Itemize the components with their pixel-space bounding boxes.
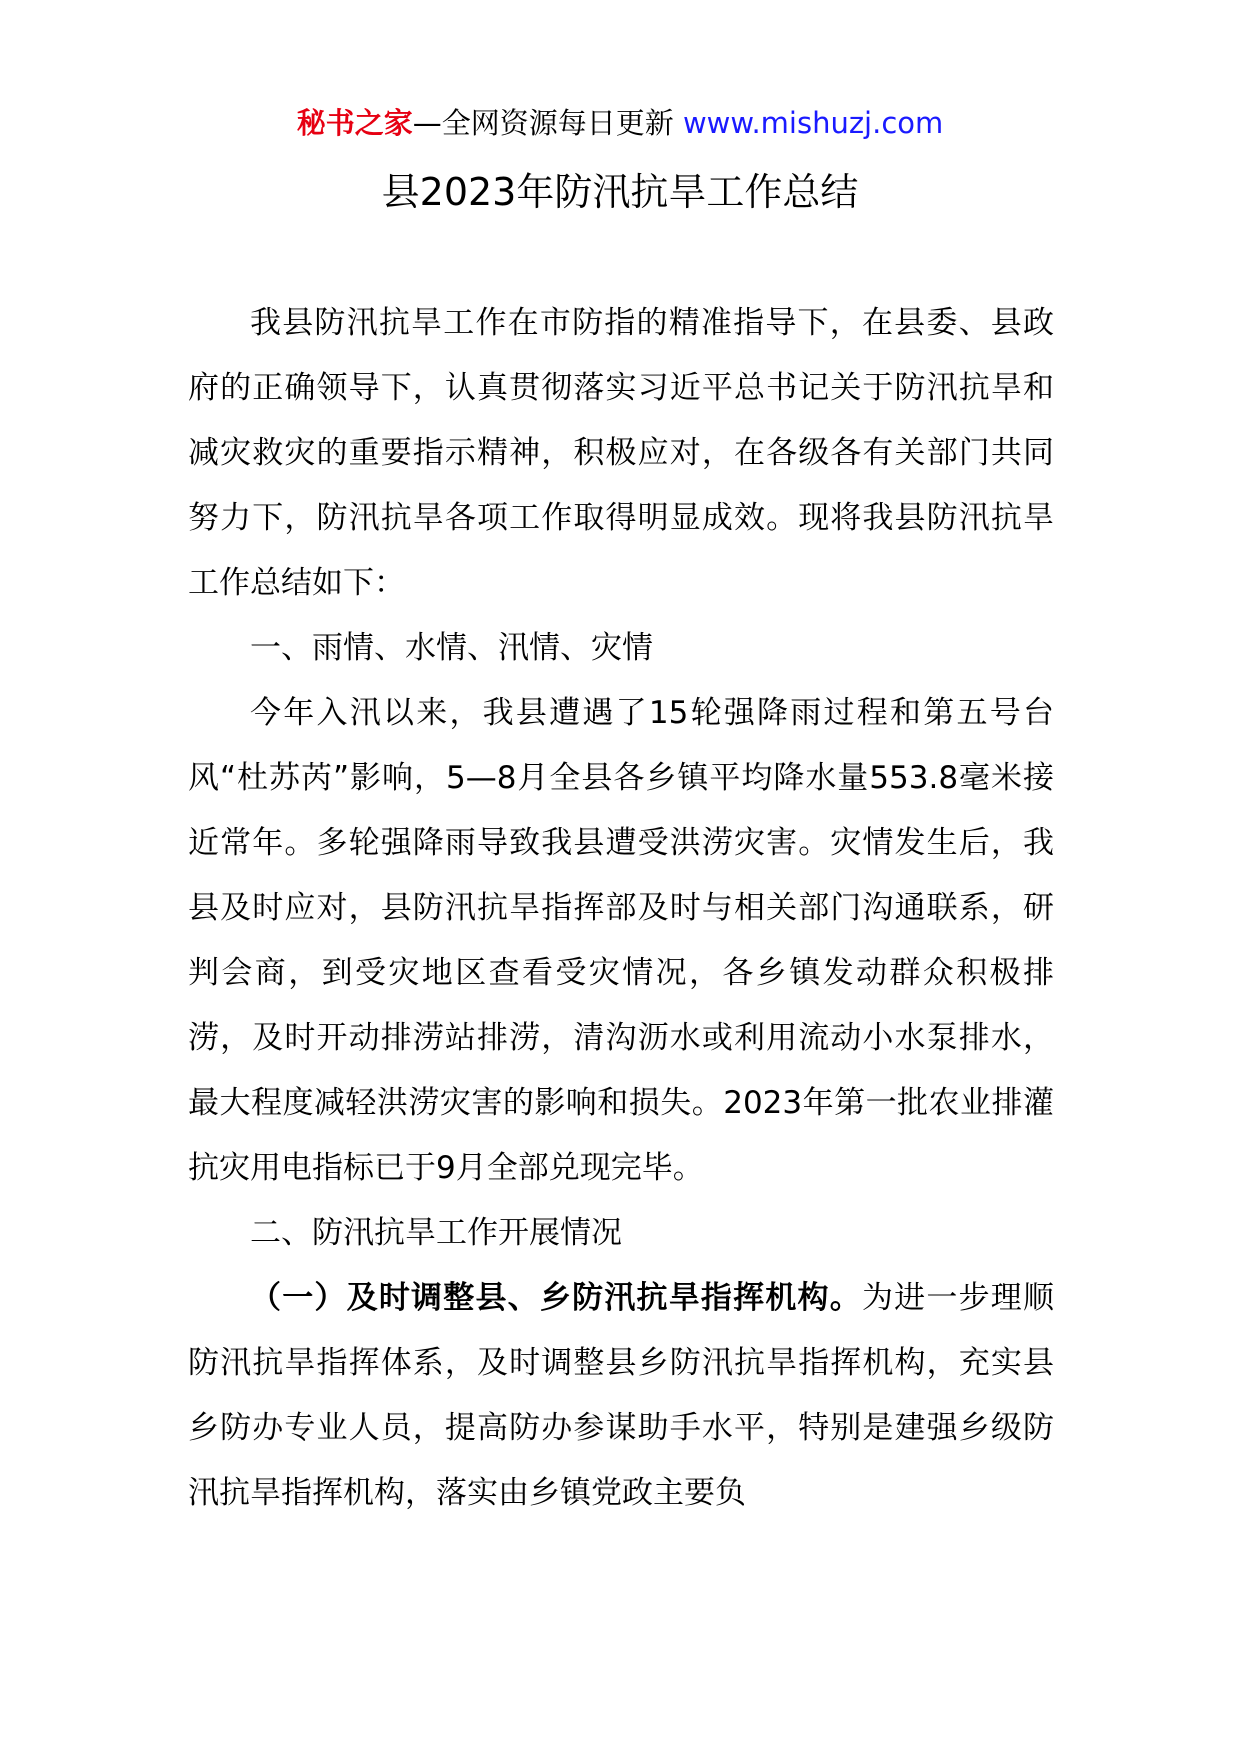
site-header (0, 103, 1240, 143)
subsection-heading-1: （一）及时调整县、乡防汛抗旱指挥机构。 (250, 1280, 862, 1316)
section-heading-2: 二、防汛抗旱工作开展情况 (250, 1215, 622, 1251)
brand-name: 秘书之家 (296, 106, 413, 140)
site-url-link[interactable]: www.mishuzj.com (682, 106, 944, 140)
section-heading-1: 一、雨情、水情、汛情、灾情 (250, 630, 653, 666)
paragraph-rain-situation: 今年入汛以来，我县遭遇了15轮强降雨过程和第五号台风“杜苏芮”影响，5—8月全县各乡镇平均降水量553.8毫米接近常年。多轮强降雨导致我县遭受洪涝灾害。灾情发生后，我县及时应对，县防汛抗旱指挥部及时与相关部门沟通联系，研判会商，到受灾地区查看受灾情况，各乡镇发动群众积极排涝，及时开动排涝站排涝，清沟沥水或利用流动小水泵排水，最大程度减轻洪涝灾害的影响和损失。2023年第一批农业排灌抗灾用电指标已于9月全部兑现完毕。 (188, 695, 1054, 1186)
document-body (188, 291, 1054, 1526)
site-tagline: —全网资源每日更新 (412, 106, 674, 140)
subsection-text-1: 为进一步理顺防汛抗旱指挥体系，及时调整县乡防汛抗旱指挥机构，充实县乡防办专业人员，提高防办参谋助手水平，特别是建强乡级防汛抗旱指挥机构，落实由乡镇党政主要负 (188, 1280, 1055, 1511)
paragraph-subsection-1 (188, 1266, 1054, 1526)
paragraph-intro: 我县防汛抗旱工作在市防指的精准指导下，在县委、县政府的正确领导下，认真贯彻落实习近平总书记关于防汛抗旱和减灾救灾的重要指示精神，积极应对，在各级各有关部门共同努力下，防汛抗旱各项工作取得明显成效。现将我县防汛抗旱工作总结如下： (188, 305, 1054, 601)
document-title: 县2023年防汛抗旱工作总结 (381, 170, 859, 214)
